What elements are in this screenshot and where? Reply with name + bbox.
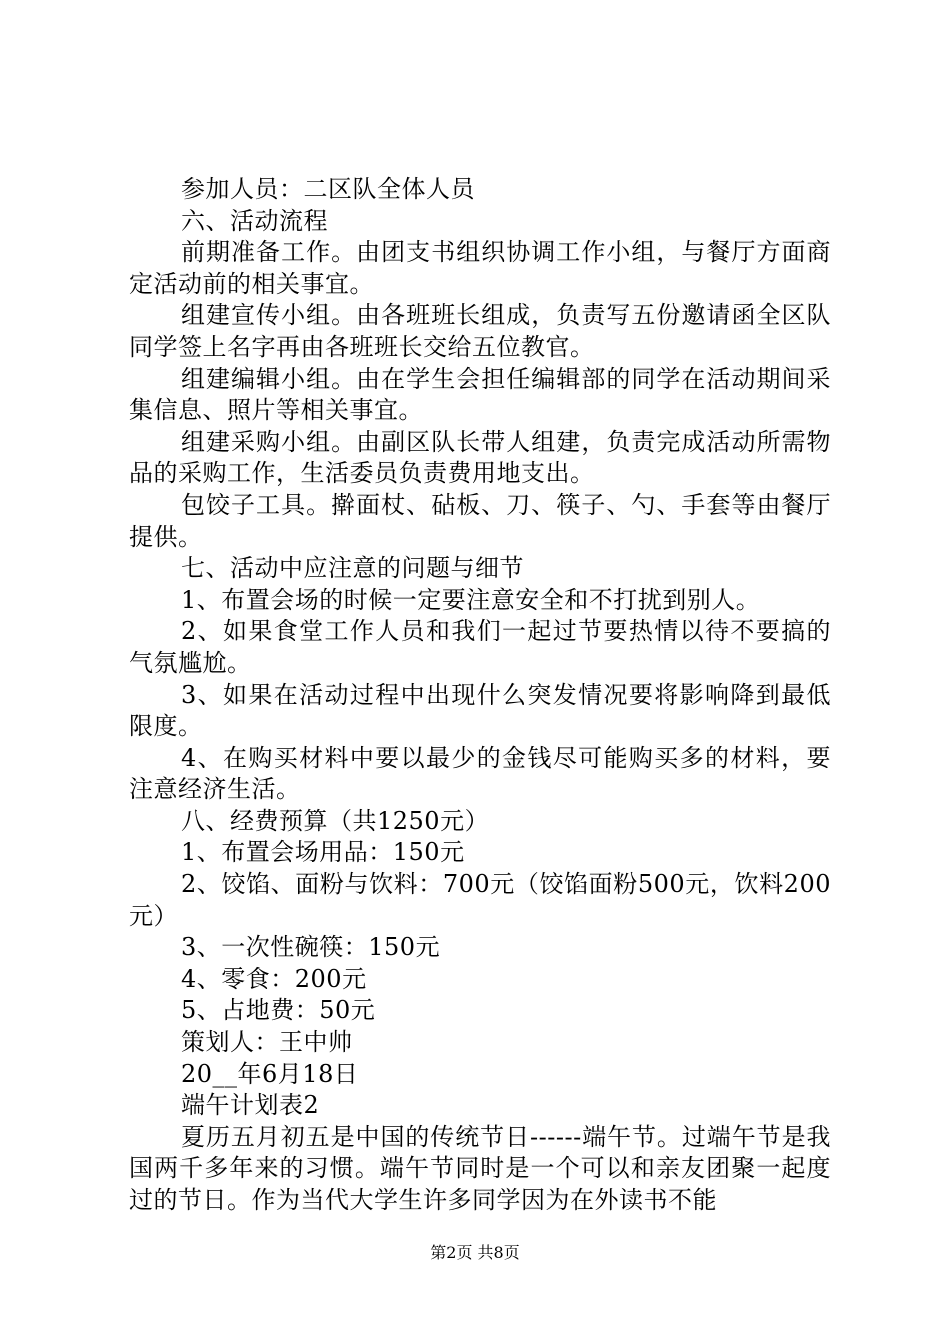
page-footer: 第2页 共8页: [430, 1243, 520, 1262]
note-item-1: 1、布置会场的时候一定要注意安全和不打扰到别人。: [181, 585, 761, 614]
note-item-3: 3、如果在活动过程中出现什么突发情况要将影响降到最低限度。: [129, 680, 831, 741]
paragraph-publicity-group: 组建宣传小组。由各班班长组成，负责写五份邀请函全区队同学签上名字再由各班班长交给五位教官。: [129, 301, 831, 361]
paragraph-participants: 参加人员：二区队全体人员: [181, 175, 475, 203]
note-item-4: 4、在购买材料中要以最少的金钱尽可能购买多的材料，要注意经济生活。: [129, 743, 831, 804]
budget-item-3: 3、一次性碗筷：150元: [181, 933, 441, 962]
budget-item-5: 5、占地费：50元: [181, 996, 376, 1025]
planner-signature: 策划人：王中帅: [181, 1028, 353, 1057]
paragraph-preparation: 前期准备工作。由团支书组织协调工作小组，与餐厅方面商定活动前的相关事宜。: [129, 238, 831, 298]
budget-item-4: 4、零食：200元: [181, 964, 367, 993]
paragraph-editing-group: 组建编辑小组。由在学生会担任编辑部的同学在活动期间采集信息、照片等相关事宜。: [129, 364, 831, 425]
section-title-plan-2: 端午计划表2: [181, 1091, 320, 1120]
document-body: [129, 174, 831, 1217]
heading-notes: 七、活动中应注意的问题与细节: [181, 554, 524, 583]
note-item-2: 2、如果食堂工作人员和我们一起过节要热情以待不要搞的气氛尴尬。: [129, 617, 831, 677]
heading-activity-flow: 六、活动流程: [181, 206, 328, 235]
paragraph-purchasing-group: 组建采购小组。由副区队长带人组建，负责完成活动所需物品的采购工作，生活委员负责费用地支出。: [129, 427, 831, 488]
budget-item-1: 1、布置会场用品：150元: [181, 838, 465, 867]
paragraph-intro-plan-2: 夏历五月初五是中国的传统节日------端午节。过端午节是我国两千多年来的习惯。端午节同时是一个可以和亲友团聚一起度过的节日。作为当代大学生许多同学因为在外读书不能: [129, 1122, 831, 1214]
paragraph-dumpling-tools: 包饺子工具。擀面杖、砧板、刀、筷子、勺、手套等由餐厅提供。: [129, 490, 831, 551]
heading-budget: 八、经费预算（共1250元）: [181, 806, 490, 835]
budget-item-2: 2、饺馅、面粉与饮料：700元（饺馅面粉500元，饮料200元）: [129, 870, 831, 930]
document-date: 20__年6月18日: [181, 1059, 359, 1088]
